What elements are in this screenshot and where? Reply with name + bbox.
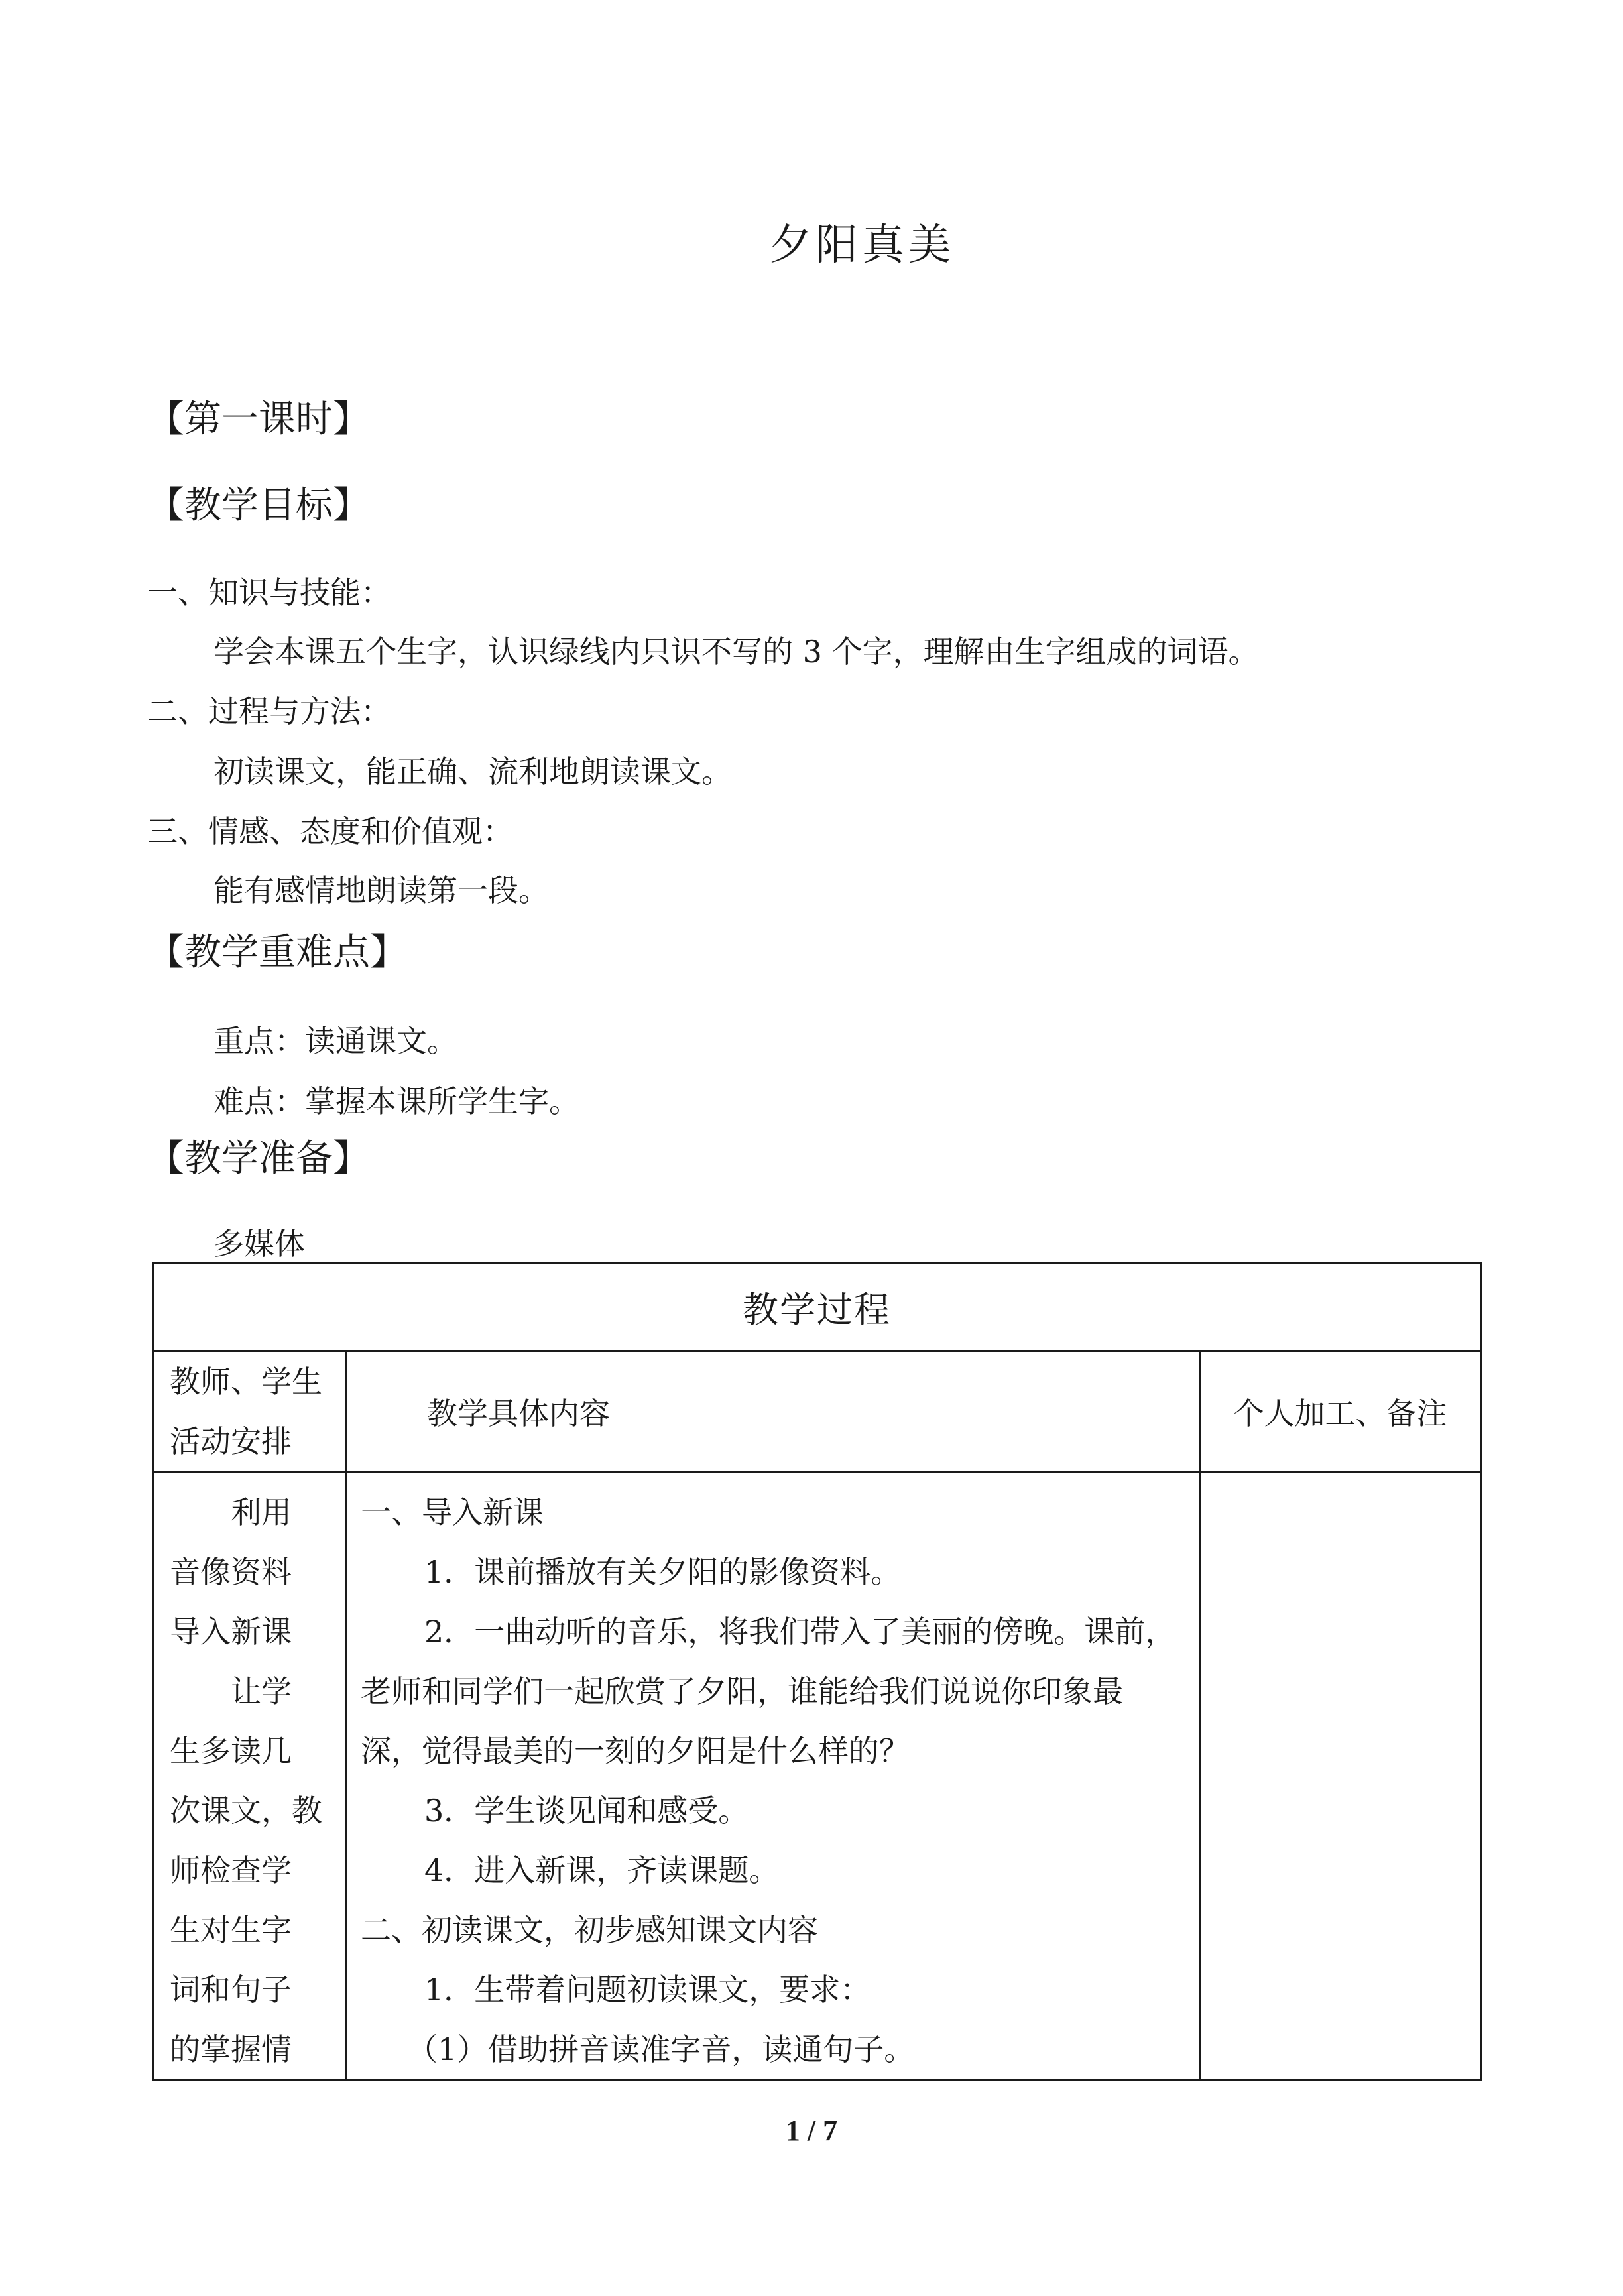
objective-label: 三、情感、态度和价值观： xyxy=(147,814,513,849)
activity-line: 音像资料 xyxy=(170,1554,292,1590)
table-header-row xyxy=(153,1351,1481,1473)
key-points-heading: 【教学重难点】 xyxy=(147,931,407,974)
activity-line: 的掌握情 xyxy=(170,2031,292,2067)
header-activity-line: 教师、学生 xyxy=(170,1364,322,1400)
page-number: 1 / 7 xyxy=(785,2114,838,2147)
activity-line: 生对生字 xyxy=(170,1912,292,1948)
content-line: 1．生带着问题初读课文，要求： xyxy=(424,1972,871,2008)
objective-label: 二、过程与方法： xyxy=(147,694,391,729)
activity-line: 生多读几 xyxy=(170,1733,292,1769)
activity-line: 利用 xyxy=(231,1494,292,1530)
prep-text: 多媒体 xyxy=(213,1226,305,1262)
content-line: （1）借助拼音读准字音，读通句子。 xyxy=(407,2031,915,2067)
page-title: 夕阳真美 xyxy=(769,221,955,270)
prep-heading: 【教学准备】 xyxy=(147,1137,370,1180)
header-activity-line: 活动安排 xyxy=(170,1423,292,1459)
content-line: 2．一曲动听的音乐，将我们带入了美丽的傍晚。课前， xyxy=(424,1614,1176,1650)
content-line: 二、初读课文，初步感知课文内容 xyxy=(361,1912,818,1948)
difficult-point: 难点：掌握本课所学生字。 xyxy=(213,1083,579,1119)
objective-label: 一、知识与技能： xyxy=(147,575,391,611)
content-cell xyxy=(347,1473,1200,2081)
content-line: 1．课前播放有关夕阳的影像资料。 xyxy=(424,1554,902,1590)
key-point: 重点：读通课文。 xyxy=(213,1023,457,1059)
objectives-heading: 【教学目标】 xyxy=(147,484,370,527)
header-content: 教学具体内容 xyxy=(347,1351,1200,1473)
lesson-heading: 【第一课时】 xyxy=(147,398,370,441)
table-row xyxy=(153,1473,1481,2081)
content-line: 深，觉得最美的一刻的夕阳是什么样的？ xyxy=(361,1733,910,1769)
notes-cell xyxy=(1200,1473,1481,2081)
activity-cell xyxy=(153,1473,347,2081)
content-line: 一、导入新课 xyxy=(361,1494,544,1530)
header-notes: 个人加工、备注 xyxy=(1200,1351,1481,1473)
table-caption: 教学过程 xyxy=(153,1263,1481,1351)
content-line: 3．学生谈见闻和感受。 xyxy=(424,1793,749,1829)
objective-text: 学会本课五个生字，认识绿线内只识不写的 3 个字，理解由生字组成的词语。 xyxy=(213,634,1259,670)
activity-line: 导入新课 xyxy=(170,1614,292,1650)
activity-line: 次课文，教 xyxy=(170,1793,322,1829)
activity-line: 师检查学 xyxy=(170,1852,292,1888)
objective-text: 能有感情地朗读第一段。 xyxy=(213,873,549,908)
header-activity xyxy=(153,1351,347,1473)
teaching-process-table xyxy=(152,1262,1482,2081)
activity-line: 让学 xyxy=(231,1673,292,1709)
content-line: 老师和同学们一起欣赏了夕阳，谁能给我们说说你印象最 xyxy=(361,1673,1123,1709)
objective-text: 初读课文，能正确、流利地朗读课文。 xyxy=(213,754,732,790)
activity-line: 词和句子 xyxy=(170,1972,292,2008)
content-line: 4．进入新课，齐读课题。 xyxy=(424,1852,780,1888)
